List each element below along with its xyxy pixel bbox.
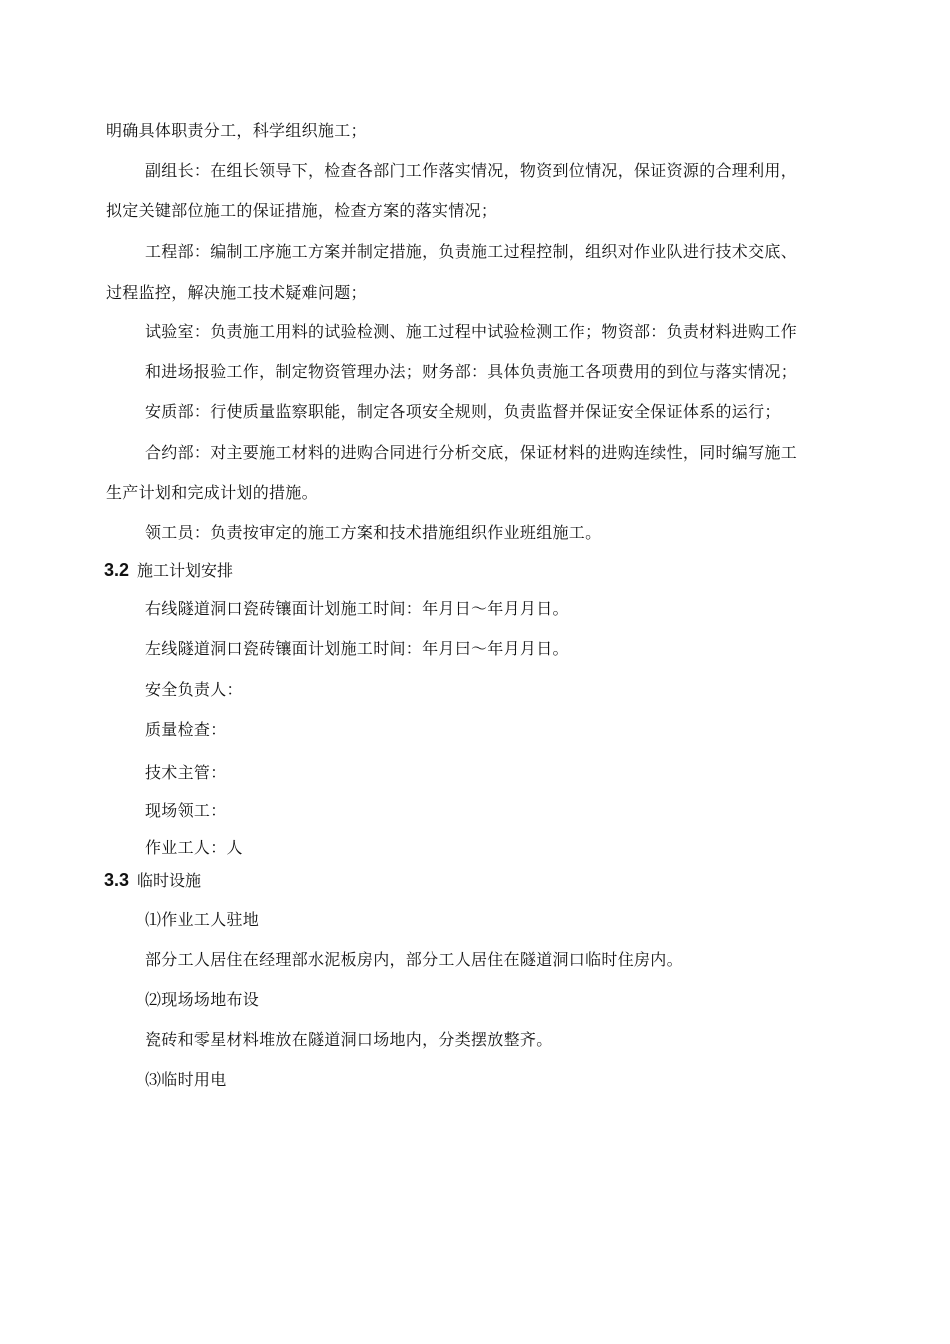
paragraph-line: 拟定关键部位施工的保证措施，检查方案的落实情况；: [106, 201, 498, 220]
paragraph-line: 技术主管：: [145, 763, 227, 782]
paragraph-line: 安全负责人：: [145, 680, 243, 699]
section-number: 3.3: [104, 870, 130, 890]
paragraph-line: 试验室：负责施工用料的试验检测、施工过程中试验检测工作；物资部：负责材料进购工作: [145, 322, 798, 341]
section-title: 施工计划安排: [137, 561, 234, 580]
paragraph-line: 部分工人居住在经理部水泥板房内，部分工人居住在隧道洞口临时住房内。: [145, 950, 683, 969]
paragraph-line: 右线隧道洞口瓷砖镶面计划施工时间：年月日～年月月日。: [145, 599, 569, 618]
paragraph-line: 副组长：在组长领导下，检查各部门工作落实情况，物资到位情况，保证资源的合理利用，: [145, 161, 798, 180]
section-heading: [104, 869, 201, 892]
paragraph-line: 质量检查：: [145, 720, 227, 739]
section-number: 3.2: [104, 560, 130, 580]
section-heading: [104, 559, 233, 582]
paragraph-line: 领工员：负责按审定的施工方案和技术措施组织作业班组施工。: [145, 523, 602, 542]
paragraph-line: 和进场报验工作，制定物资管理办法；财务部：具体负责施工各项费用的到位与落实情况；: [145, 362, 798, 381]
paragraph-line: 生产计划和完成计划的措施。: [106, 483, 318, 502]
paragraph-line: 明确具体职责分工，科学组织施工；: [106, 121, 367, 140]
paragraph-line: 瓷砖和零星材料堆放在隧道洞口场地内，分类摆放整齐。: [145, 1030, 553, 1049]
paragraph-line: 安质部：行使质量监察职能，制定各项安全规则，负责监督并保证安全保证体系的运行；: [145, 402, 781, 421]
paragraph-line: 过程监控，解决施工技术疑难问题；: [106, 283, 367, 302]
paragraph-line: 合约部：对主要施工材料的进购合同进行分析交底，保证材料的进购连续性，同时编写施工: [145, 443, 798, 462]
paragraph-line: ⑵现场场地布设: [145, 990, 260, 1009]
paragraph-line: 左线隧道洞口瓷砖镶面计划施工时间：年月曰～年月月日。: [145, 639, 569, 658]
section-title: 临时设施: [137, 871, 202, 890]
paragraph-line: ⑶临时用电: [145, 1070, 227, 1089]
paragraph-line: 现场领工：: [145, 801, 227, 820]
paragraph-line: 工程部：编制工序施工方案并制定措施，负责施工过程控制，组织对作业队进行技术交底、: [145, 242, 798, 261]
paragraph-line: ⑴作业工人驻地: [145, 910, 260, 929]
paragraph-line: 作业工人：人: [145, 838, 243, 857]
